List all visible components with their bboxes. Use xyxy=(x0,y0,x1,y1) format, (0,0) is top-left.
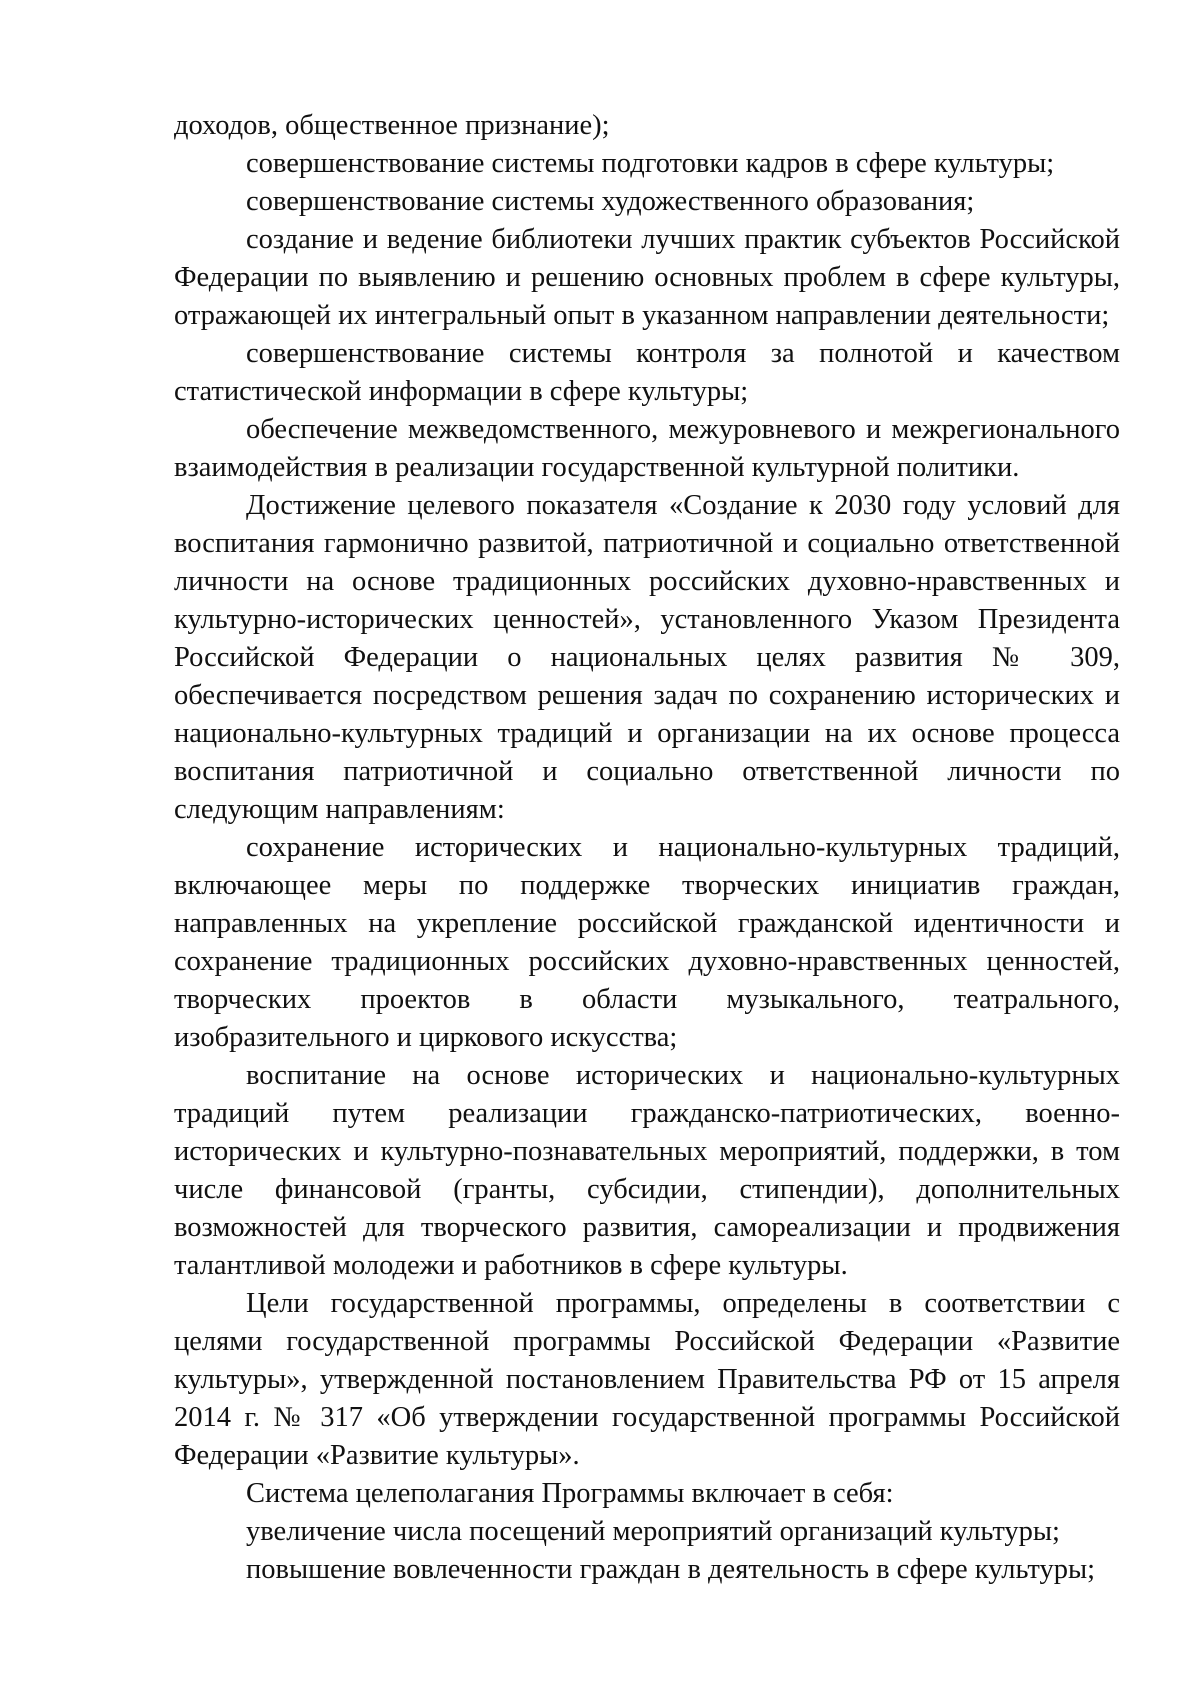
list-item-personnel-training: совершенствование системы подготовки кадров в сфере культуры; xyxy=(246,148,1055,179)
list-item-art-education: совершенствование системы художественного образования; xyxy=(246,186,975,217)
paragraph-goal-system: Система целеполагания Программы включает в себя: xyxy=(246,1478,894,1509)
paragraph-target-indicator: Достижение целевого показателя «Создание к 2030 году условий для воспитания гармонично развитой, патриотичной и социально ответственной личности на основе традиционных российских духовно-нравственных и культурно-исторических ценностей», установленного Указом Президента Российской Федерации о национальных целях развития № 309, обеспечивается посредством решения задач по сохранению исторических и национально-культурных традиций и организации на их основе процесса воспитания патриотичной и социально ответственной личности по следующим направлениям: xyxy=(174,490,1120,825)
list-item-traditions-preservation: сохранение исторических и национально-культурных традиций, включающее меры по поддержке творческих инициатив граждан, направленных на укрепление российской гражданской идентичности и сохранение традиционных российских духовно-нравственных ценностей, творческих проектов в области музыкального, театрального, изобразительного и циркового искусства; xyxy=(174,832,1120,1053)
list-item-visits-increase: увеличение числа посещений мероприятий организаций культуры; xyxy=(246,1516,1060,1547)
list-item-interagency-cooperation: обеспечение межведомственного, межуровневого и межрегионального взаимодействия в реализации государственной культурной политики. xyxy=(174,414,1120,483)
list-item-statistics-control: совершенствование системы контроля за полнотой и качеством статистической информации в сфере культуры; xyxy=(174,338,1120,407)
list-item-citizen-engagement: повышение вовлеченности граждан в деятельность в сфере культуры; xyxy=(246,1554,1096,1585)
document-body xyxy=(174,107,1120,1589)
list-item-best-practices-library: создание и ведение библиотеки лучших практик субъектов Российской Федерации по выявлению и решению основных проблем в сфере культуры, отражающей их интегральный опыт в указанном направлении деятельности; xyxy=(174,224,1120,331)
paragraph-continuation: доходов, общественное признание); xyxy=(174,110,610,141)
paragraph-program-goals: Цели государственной программы, определены в соответствии с целями государственной программы Российской Федерации «Развитие культуры», утвержденной постановлением Правительства РФ от 15 апреля 2014 г. № 317 «Об утверждении государственной программы Российской Федерации «Развитие культуры». xyxy=(174,1288,1120,1471)
list-item-education-on-traditions: воспитание на основе исторических и национально-культурных традиций путем реализации гражданско-патриотических, военно-исторических и культурно-познавательных мероприятий, поддержки, в том числе финансовой (гранты, субсидии, стипендии), дополнительных возможностей для творческого развития, самореализации и продвижения талантливой молодежи и работников в сфере культуры. xyxy=(174,1060,1120,1281)
